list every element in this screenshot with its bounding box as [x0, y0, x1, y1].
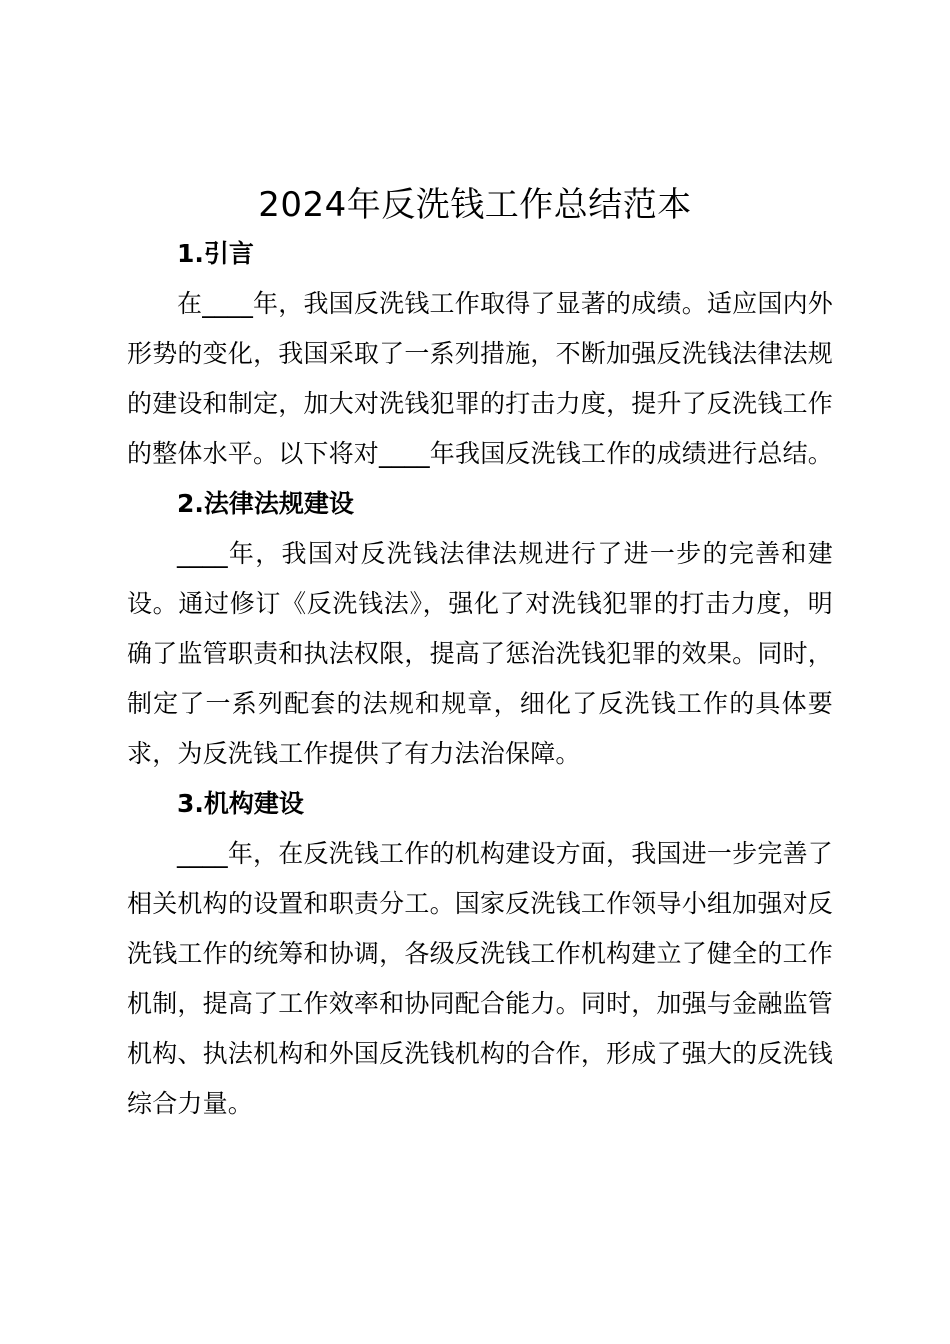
section-heading: 1.引言: [177, 239, 254, 268]
section-paragraph: ____年，我国对反洗钱法律法规进行了进一步的完善和建设。通过修订《反洗钱法》，强化了对洗钱犯罪的打击力度，明确了监管职责和执法权限，提高了惩治洗钱犯罪的效果。同时，制定了一系列配套的法规和规章，细化了反洗钱工作的具体要求，为反洗钱工作提供了有力法治保障。: [127, 539, 833, 768]
section-institution-building: [127, 779, 833, 1129]
section-paragraph: ____年，在反洗钱工作的机构建设方面，我国进一步完善了相关机构的设置和职责分工。国家反洗钱工作领导小组加强对反洗钱工作的统筹和协调，各级反洗钱工作机构建立了健全的工作机制，提高了工作效率和协同配合能力。同时，加强与金融监管机构、执法机构和外国反洗钱机构的合作，形成了强大的反洗钱综合力量。: [127, 839, 833, 1118]
section-introduction: [127, 229, 833, 479]
section-heading: 3.机构建设: [177, 789, 304, 818]
section-heading: 2.法律法规建设: [177, 489, 354, 518]
document-body: [127, 229, 833, 1129]
document-title: 2024年反洗钱工作总结范本: [258, 185, 692, 225]
section-paragraph: 在____年，我国反洗钱工作取得了显著的成绩。适应国内外形势的变化，我国采取了一系列措施，不断加强反洗钱法律法规的建设和制定，加大对洗钱犯罪的打击力度，提升了反洗钱工作的整体水平。以下将对____年我国反洗钱工作的成绩进行总结。: [127, 289, 834, 468]
section-legal-framework: [127, 479, 833, 779]
